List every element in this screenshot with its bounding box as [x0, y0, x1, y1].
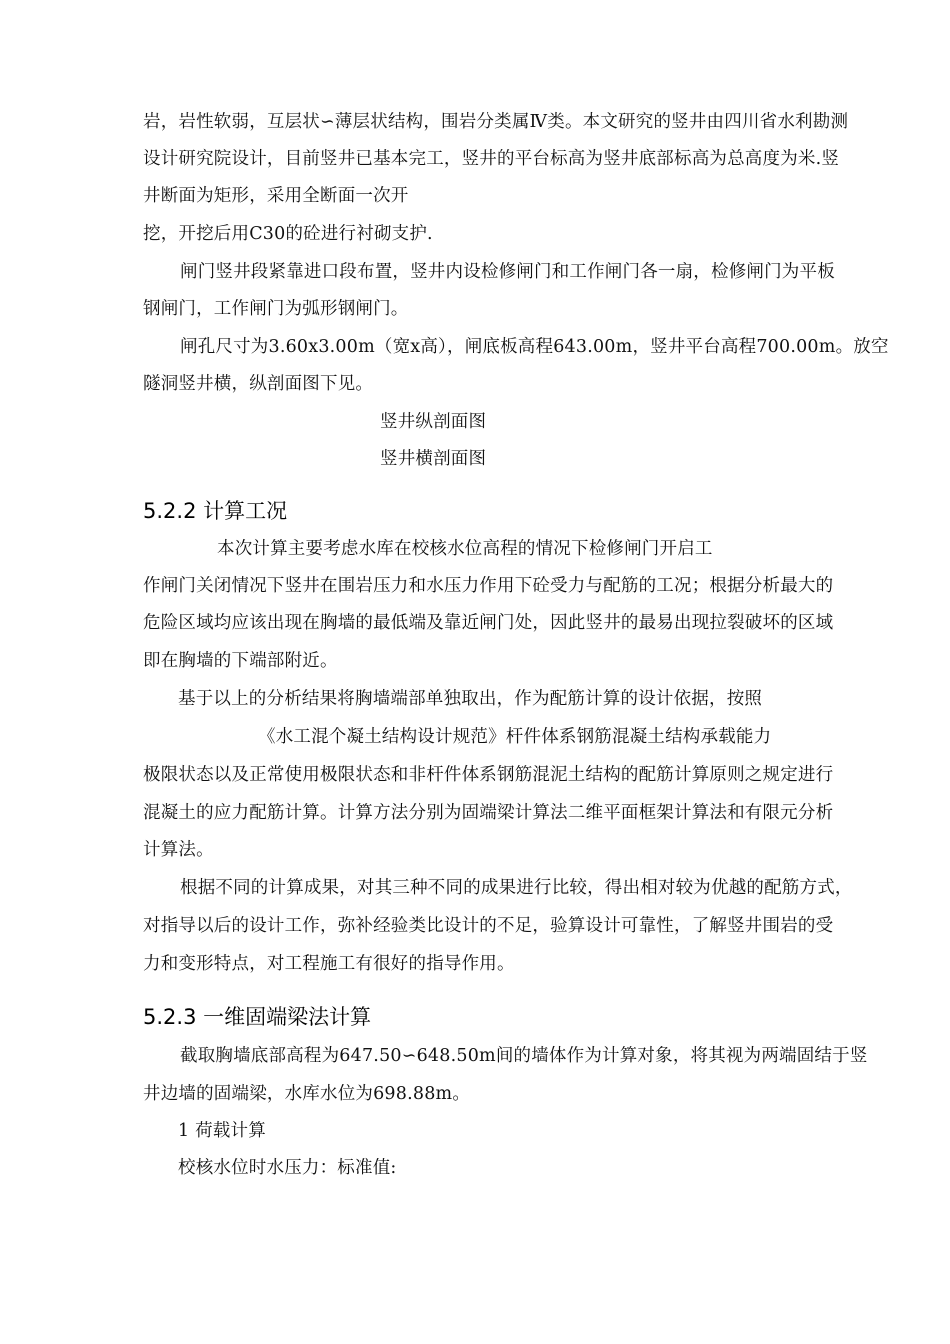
paragraph-line: 岩，岩性软弱，互层状∽薄层状结构，围岩分类属Ⅳ类。本文研究的竖井由四川省水利勘测: [143, 112, 849, 132]
paragraph-line: 闸门竖井段紧靠进口段布置，竖井内设检修闸门和工作闸门各一扇，检修闸门为平板: [180, 262, 835, 282]
paragraph-line: 力和变形特点，对工程施工有很好的指导作用。: [143, 954, 515, 974]
paragraph-line: 钢闸门，工作闸门为弧形钢闸门。: [143, 299, 409, 319]
paragraph-line: 本次计算主要考虑水库在校核水位高程的情况下检修闸门开启工: [217, 539, 713, 559]
paragraph-line: 挖，开挖后用C30的砼进行衬砌支护.: [143, 224, 433, 244]
paragraph-line: 根据不同的计算成果，对其三种不同的成果进行比较，得出相对较为优越的配筋方式，: [180, 878, 853, 898]
paragraph-line: 截取胸墙底部高程为647.50∽648.50m间的墙体作为计算对象，将其视为两端固结于竖: [180, 1046, 868, 1066]
paragraph-line: 危险区域均应该出现在胸墙的最低端及靠近闸门处，因此竖井的最易出现拉裂破坏的区域: [143, 613, 834, 633]
paragraph-line: 即在胸墙的下端部附近。: [143, 651, 338, 671]
list-item: 1 荷载计算: [178, 1121, 266, 1141]
paragraph-line: 《水工混个凝土结构设计规范》杆件体系钢筋混凝土结构承载能力: [258, 727, 772, 747]
section-heading: 5.2.2 计算工况: [143, 499, 288, 523]
section-heading: 5.2.3 一维固端梁法计算: [143, 1005, 372, 1029]
paragraph-line: 校核水位时水压力：标准值:: [178, 1158, 397, 1178]
paragraph-line: 作闸门关闭情况下竖井在围岩压力和水压力作用下砼受力与配筋的工况；根据分析最大的: [143, 576, 834, 596]
paragraph-line: 对指导以后的设计工作，弥补经验类比设计的不足，验算设计可靠性，了解竖井围岩的受: [143, 916, 834, 936]
paragraph-line: 混凝土的应力配筋计算。计算方法分别为固端梁计算法二维平面框架计算法和有限元分析: [143, 803, 834, 823]
figure-caption: 竖井横剖面图: [380, 449, 487, 469]
paragraph-line: 井边墙的固端梁，水库水位为698.88m。: [143, 1084, 471, 1104]
paragraph-line: 极限状态以及正常使用极限状态和非杆件体系钢筋混泥土结构的配筋计算原则之规定进行: [143, 765, 834, 785]
paragraph-line: 基于以上的分析结果将胸墙端部单独取出，作为配筋计算的设计依据，按照: [178, 689, 763, 709]
paragraph-line: 隧洞竖井横，纵剖面图下见。: [143, 374, 374, 394]
figure-caption: 竖井纵剖面图: [380, 412, 487, 432]
paragraph-line: 井断面为矩形，采用全断面一次开: [143, 186, 409, 206]
paragraph-line: 计算法。: [143, 840, 214, 860]
paragraph-line: 设计研究院设计，目前竖井已基本完工，竖井的平台标高为竖井底部标高为总高度为米.竖: [143, 149, 840, 169]
paragraph-line: 闸孔尺寸为3.60x3.00m（宽x高），闸底板高程643.00m，竖井平台高程700.00m。放空: [180, 337, 889, 357]
